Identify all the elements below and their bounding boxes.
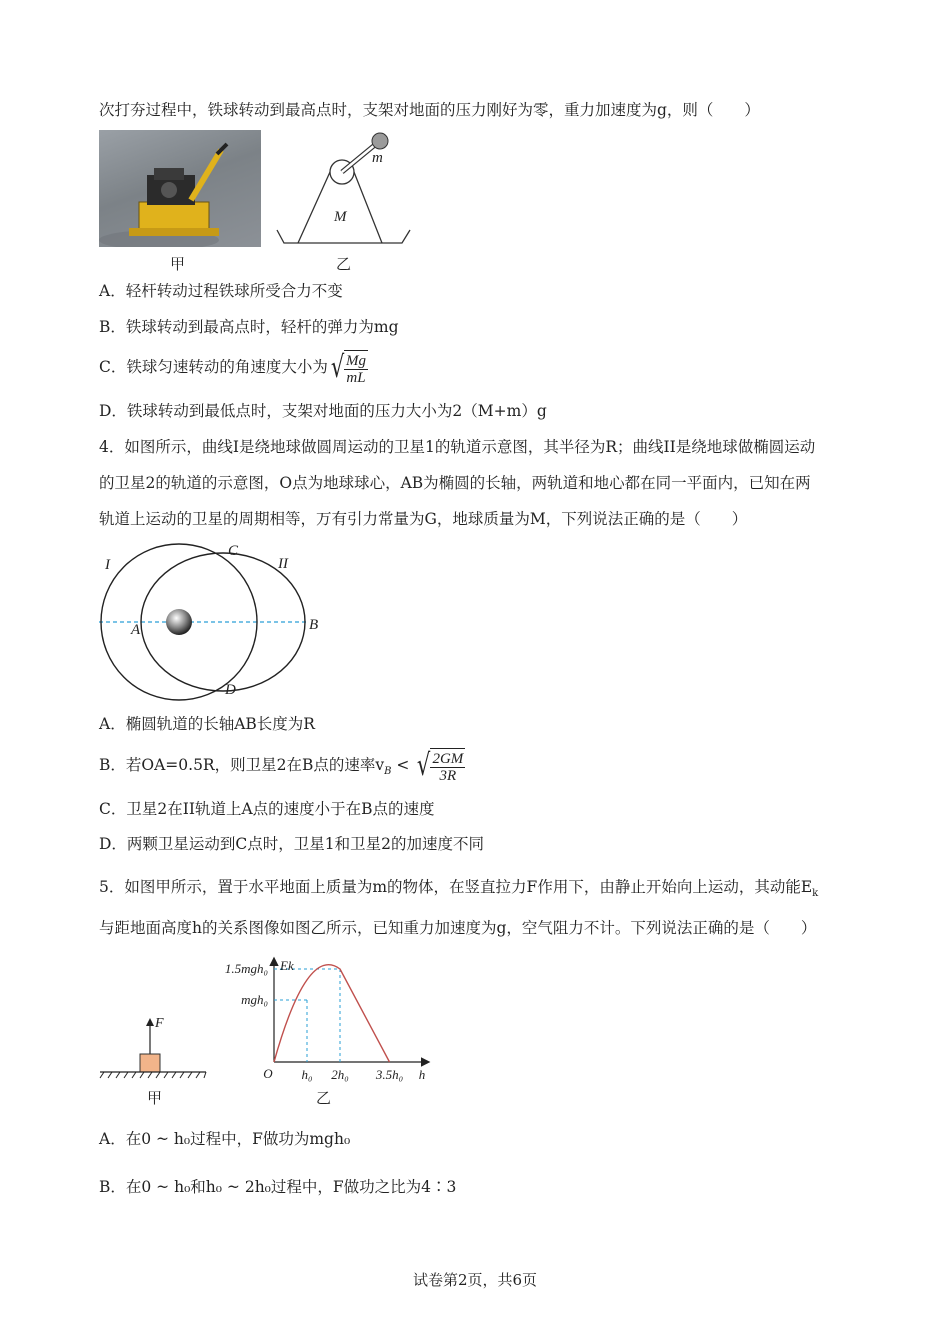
point-label-A: A <box>131 622 141 638</box>
compactor-photo <box>99 130 261 247</box>
q5-fig-caption-right: 乙 <box>316 1089 332 1107</box>
q5-stem-line-2: 与距地面高度h的关系图像如图乙所示，已知重力加速度为g，空气阻力不计。下列说法正确的是（ ） <box>99 919 817 937</box>
q5-option-a: A．在0 ~ h₀过程中，F做功为mgh₀ <box>99 1130 351 1148</box>
sqrt-symbol: √ $\frac{Mg}{mL}$ <box>330 350 366 386</box>
q3-intro-line: 次打夯过程中，铁球转动到最高点时，支架对地面的压力刚好为零，重力加速度为g，则（ ） <box>99 101 760 119</box>
q3-option-c <box>99 350 368 386</box>
q3-option-a: A．轻杆转动过程铁球所受合力不变 <box>99 282 343 300</box>
q3-option-b: B．铁球转动到最高点时，轻杆的弹力为mg <box>99 318 399 336</box>
q4-option-d: D．两颗卫星运动到C点时，卫星1和卫星2的加速度不同 <box>99 835 485 853</box>
chart-x-tick-3-5h0: 3.5h₀ <box>375 1067 404 1082</box>
q3-option-c-denominator: mL <box>346 369 366 386</box>
page-footer: 试卷第2页，共6页 <box>412 1271 538 1289</box>
chart-x-label: h <box>418 1067 426 1082</box>
q4-option-b-numerator: 2GM <box>432 750 464 767</box>
q3-option-c-numerator: Mg <box>346 352 366 369</box>
q3-fig-caption-right: 乙 <box>336 255 352 273</box>
q5-option-b: B．在0 ~ h₀和h₀ ~ 2h₀过程中，F做功之比为4∶3 <box>99 1178 457 1196</box>
q4-option-a: A．椭圆轨道的长轴AB长度为R <box>99 715 315 733</box>
compactor-photo-illustration <box>99 130 261 247</box>
chart-y-tick-1-5mgh0: 1.5mgh₀ <box>224 961 268 976</box>
q4-option-b-lt: < <box>391 756 415 774</box>
q4-stem-line-2: 的卫星2的轨道的示意图，O点为地球球心，AB为椭圆的长轴，两轨道和地心都在同一平面内，已知在两 <box>99 474 811 492</box>
point-label-D: D <box>225 682 236 698</box>
q3-option-d: D．铁球转动到最低点时，支架对地面的压力大小为2（M+m）g <box>99 402 547 420</box>
q3-option-c-text: C．铁球匀速转动的角速度大小为 <box>99 358 328 376</box>
q5-stem-line-1-subscript: k <box>812 888 819 900</box>
block-on-ground-diagram <box>98 1010 210 1082</box>
q4-option-b-denominator: 3R <box>439 767 457 784</box>
chart-series-line <box>274 965 390 1062</box>
q3-fig-label-m: m <box>372 150 383 166</box>
q4-stem-line-3: 轨道上运动的卫星的周期相等，万有引力常量为G，地球质量为M，下列说法正确的是（ ） <box>99 510 748 528</box>
force-arrow-icon <box>146 1018 154 1026</box>
orbit-label-II: II <box>278 556 288 572</box>
chart-y-tick-mgh0: mgh₀ <box>241 992 268 1007</box>
q3-fig-caption-left: 甲 <box>170 255 186 273</box>
chart-y-label: Ek <box>280 958 294 973</box>
q3-fig-label-M: M <box>334 209 347 225</box>
force-label-F: F <box>155 1016 164 1031</box>
q3-schematic-diagram <box>272 130 414 248</box>
q4-option-b-text: B．若OA=0.5R，则卫星2在B点的速率v <box>99 756 385 774</box>
q5-fig-caption-left: 甲 <box>147 1089 163 1107</box>
point-label-B: B <box>309 617 319 633</box>
orbit-diagram <box>95 538 335 704</box>
point-label-C: C <box>228 543 239 559</box>
chart-x-tick-origin: O <box>263 1066 273 1081</box>
q5-stem-line-1-text: 5．如图甲所示，置于水平地面上质量为m的物体，在竖直拉力F作用下，由静止开始向上运动，其动能E <box>99 878 813 896</box>
q4-option-c: C．卫星2在II轨道上A点的速度小于在B点的速度 <box>99 800 435 818</box>
chart-x-tick-h0: h₀ <box>301 1067 313 1082</box>
ek-h-chart <box>210 955 440 1085</box>
orbit-label-I: I <box>105 557 110 573</box>
q4-option-b-subscript: B <box>384 766 392 778</box>
sqrt-symbol: √ $\frac{2GM}{3R}$ <box>417 748 464 784</box>
q5-stem-line-1 <box>99 877 818 904</box>
chart-x-tick-2h0: 2h₀ <box>331 1067 349 1082</box>
q4-stem-line-1: 4．如图所示，曲线I是绕地球做圆周运动的卫星1的轨道示意图，其半径为R；曲线II是绕地球做椭圆运动 <box>99 438 816 456</box>
earth-icon <box>166 609 192 635</box>
q4-option-b <box>99 748 465 789</box>
